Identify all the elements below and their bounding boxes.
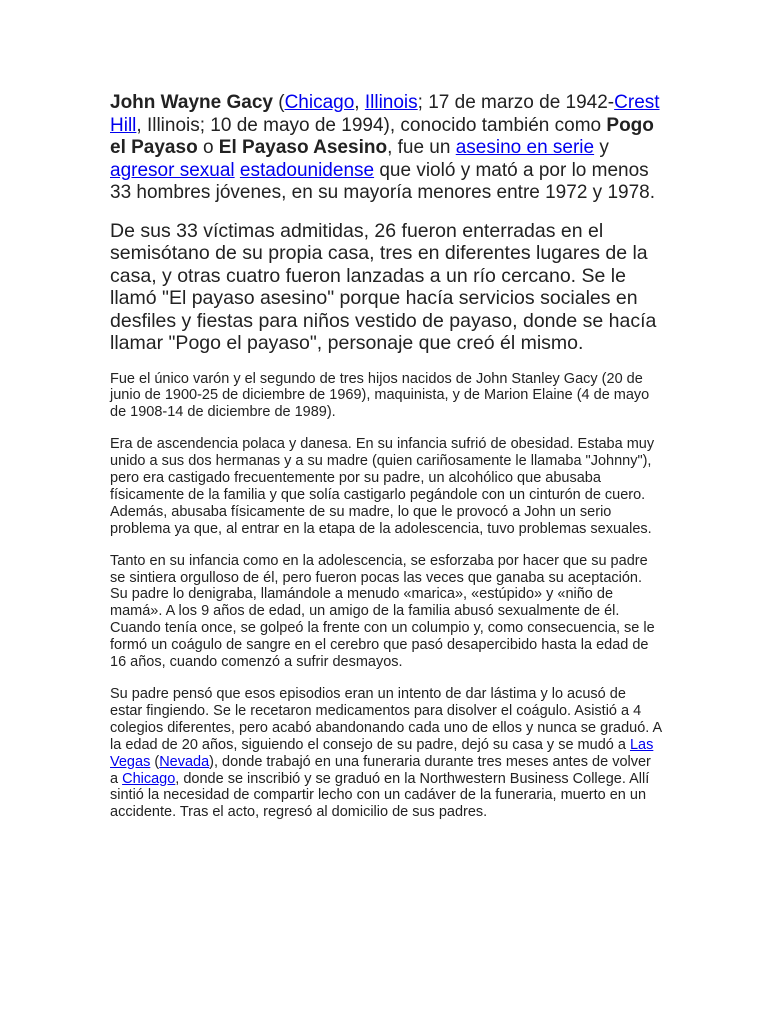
lead-paragraph: [110, 92, 662, 205]
text-span: ; 17 de marzo de 1942-: [417, 92, 615, 113]
link-crest-hill[interactable]: Crest Hill: [110, 92, 660, 136]
link-las-vegas[interactable]: Las Vegas: [110, 736, 654, 770]
alias-pogo: Pogo el Payaso: [110, 114, 654, 158]
youth-paragraph: [110, 686, 662, 821]
text-span: que violó y mató a por lo menos 33 hombres jóvenes, en su mayoría menores entre 1972 y 1978.: [110, 159, 655, 203]
text-span: , fue un: [387, 137, 456, 158]
link-asesino-en-serie[interactable]: asesino en serie: [455, 137, 595, 158]
text-span: ), donde trabajó en una funeraria durante tres meses antes de volver a: [110, 753, 651, 787]
article-body: [110, 92, 662, 821]
text-span: y: [594, 137, 609, 158]
subject-name: John Wayne Gacy: [110, 92, 273, 113]
link-estadounidense[interactable]: estadounidense: [239, 159, 375, 181]
text-span: (: [272, 92, 285, 113]
link-chicago-2[interactable]: Chicago: [122, 770, 176, 787]
childhood-paragraph: Era de ascendencia polaca y danesa. En su infancia sufrió de obesidad. Estaba muy unido a sus dos hermanas y a su madre (quien cariñosamente le llamaba "Johnny"), pero era castigado frecuentemente por su padre, un alcohólico que abusaba físicamente de la familia y que solía castigarlo pegándole con un cinturón de cuero. Además, abusaba físicamente de su madre, lo que le provocó a John un serio problema ya que, al entrar en la etapa de la adolescencia, tuvo problemas sexuales.: [110, 436, 655, 537]
text-span: , donde se inscribió y se graduó en la Northwestern Business College. Allí sintió la necesidad de compartir lecho con un cadáver de la funeraria, muerto en un accidente. Tras el acto, regresó al domicilio de sus padres.: [110, 770, 650, 821]
text-span: Su padre pensó que esos episodios eran un intento de dar lástima y lo acusó de estar fingiendo. Se le recetaron medicamentos para disolver el coágulo. Asistió a 4 colegios diferentes, pero acabó abandonando cada uno de ellos y nunca se graduó. A la edad de 20 años, siguiendo el consejo de su padre, dejó su casa y se mudó a: [110, 686, 662, 753]
link-nevada[interactable]: Nevada: [159, 753, 210, 770]
link-chicago[interactable]: Chicago: [284, 92, 355, 113]
text-span: ,: [354, 92, 365, 113]
link-agresor-sexual[interactable]: agresor sexual: [110, 159, 235, 181]
text-span: (: [150, 753, 160, 770]
adolescence-paragraph: Tanto en su infancia como en la adolescencia, se esforzaba por hacer que su padre se sintiera orgulloso de él, pero fueron pocas las veces que ganaba su aceptación. Su padre lo denigraba, llamándole a menudo «marica», «estúpido» y «niño de mamá». A los 9 años de edad, un amigo de la familia abusó sexualmente de él. Cuando tenía once, se golpeó la frente con un columpio y, como consecuencia, se le formó un coágulo de sangre en el cerebro que pasó desapercibido hasta la edad de 16 años, cuando comenzó a sufrir desmayos.: [110, 552, 655, 671]
text-span: o: [197, 137, 219, 158]
alias-payaso-asesino: El Payaso Asesino: [218, 137, 388, 158]
text-span: , Illinois; 10 de mayo de 1994), conocido también como: [136, 114, 607, 136]
victims-paragraph: De sus 33 víctimas admitidas, 26 fueron enterradas en el semisótano de su propia casa, tres en diferentes lugares de la casa, y otras cuatro fueron lanzadas a un río cercano. Se le llamó "El payaso asesino" porque hacía servicios sociales en desfiles y fiestas para niños vestido de payaso, donde se hacía llamar "Pogo el payaso", personaje que creó él mismo.: [110, 219, 657, 354]
family-paragraph: Fue el único varón y el segundo de tres hijos nacidos de John Stanley Gacy (20 de junio de 1900-25 de diciembre de 1969), maquinista, y de Marion Elaine (4 de mayo de 1908-14 de diciembre de 1989).: [110, 370, 650, 421]
link-illinois[interactable]: Illinois: [364, 92, 418, 113]
